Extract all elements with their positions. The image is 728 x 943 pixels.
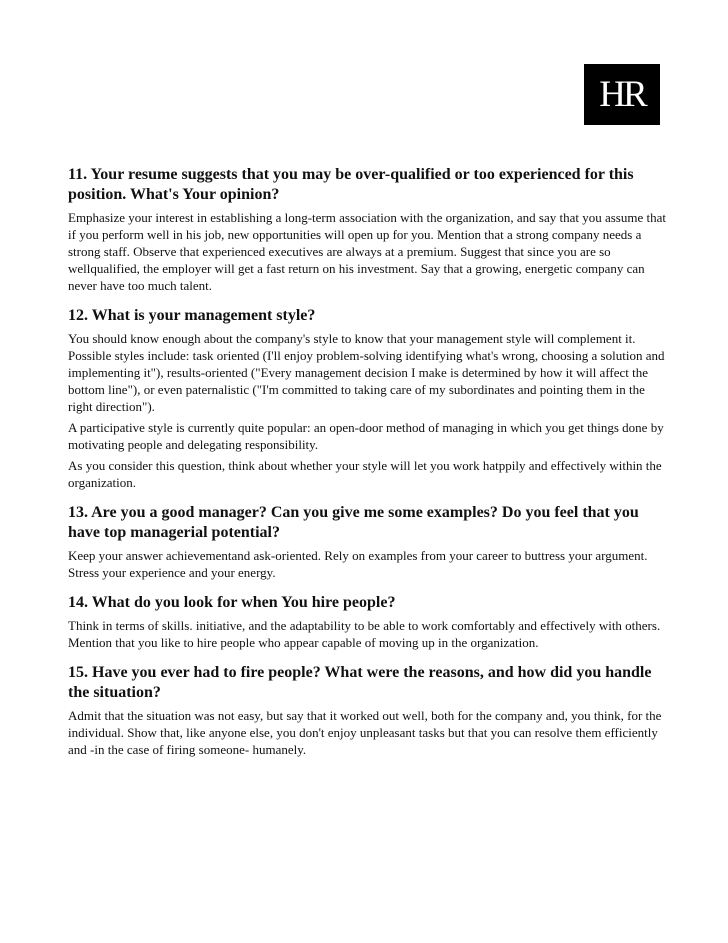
answer-paragraph: Think in terms of skills. initiative, and the adaptability to be able to work comfortably and effectively with others. Mention that you like to hire people who appear capable of moving up in the organization. xyxy=(68,618,661,650)
answer-paragraph: As you consider this question, think about whether your style will let you work hatppily and effectively within the organization. xyxy=(68,458,662,490)
hr-logo: HR xyxy=(584,64,660,125)
answer-paragraph: You should know enough about the company's style to know that your management style will complement it. Possible styles include: task oriented (I'll enjoy problem-solving identifying what's wrong, choosing a solution and implementing it"), results-oriented ("Every management decision I make is determined by how it will affect the bottom line"), or even paternalistic ("I'm committed to taking care of my subordinates and pointing them in the right direction"). xyxy=(68,331,665,414)
question-heading: 13. Are you a good manager? Can you give me some examples? Do you feel that you have top managerial potential? xyxy=(68,504,639,541)
answer-paragraph: A participative style is currently quite popular: an open-door method of managing in which you get things done by motivating people and delegating responsibility. xyxy=(68,420,664,452)
answer-paragraph: Keep your answer achievementand ask-oriented. Rely on examples from your career to buttress your argument. Stress your experience and your energy. xyxy=(68,548,648,580)
answer-paragraph: Emphasize your interest in establishing a long-term association with the organization, and say that you assume that if you perform well in his job, new opportunities will open up for you. Mention that a strong company needs a strong staff. Observe that experienced executives are always at a premium. Suggest that since you are so wellqualified, the employer will get a fast return on his investment. Say that a growing, energetic company can never have too much talent. xyxy=(68,210,666,293)
document-body xyxy=(68,165,668,770)
question-section-11 xyxy=(68,165,668,294)
question-section-12 xyxy=(68,306,668,491)
question-section-15 xyxy=(68,663,668,758)
question-heading: 15. Have you ever had to fire people? What were the reasons, and how did you handle the situation? xyxy=(68,664,652,701)
question-section-14 xyxy=(68,593,668,651)
answer-paragraph: Admit that the situation was not easy, but say that it worked out well, both for the company and, you think, for the individual. Show that, like anyone else, you don't enjoy unpleasant tasks but that you can resolve them efficiently and -in the case of firing someone- humanely. xyxy=(68,708,662,757)
question-section-13 xyxy=(68,503,668,581)
question-heading: 11. Your resume suggests that you may be over-qualified or too experienced for this position. What's Your opinion? xyxy=(68,166,634,203)
question-heading: 12. What is your management style? xyxy=(68,307,316,324)
question-heading: 14. What do you look for when You hire people? xyxy=(68,594,396,611)
